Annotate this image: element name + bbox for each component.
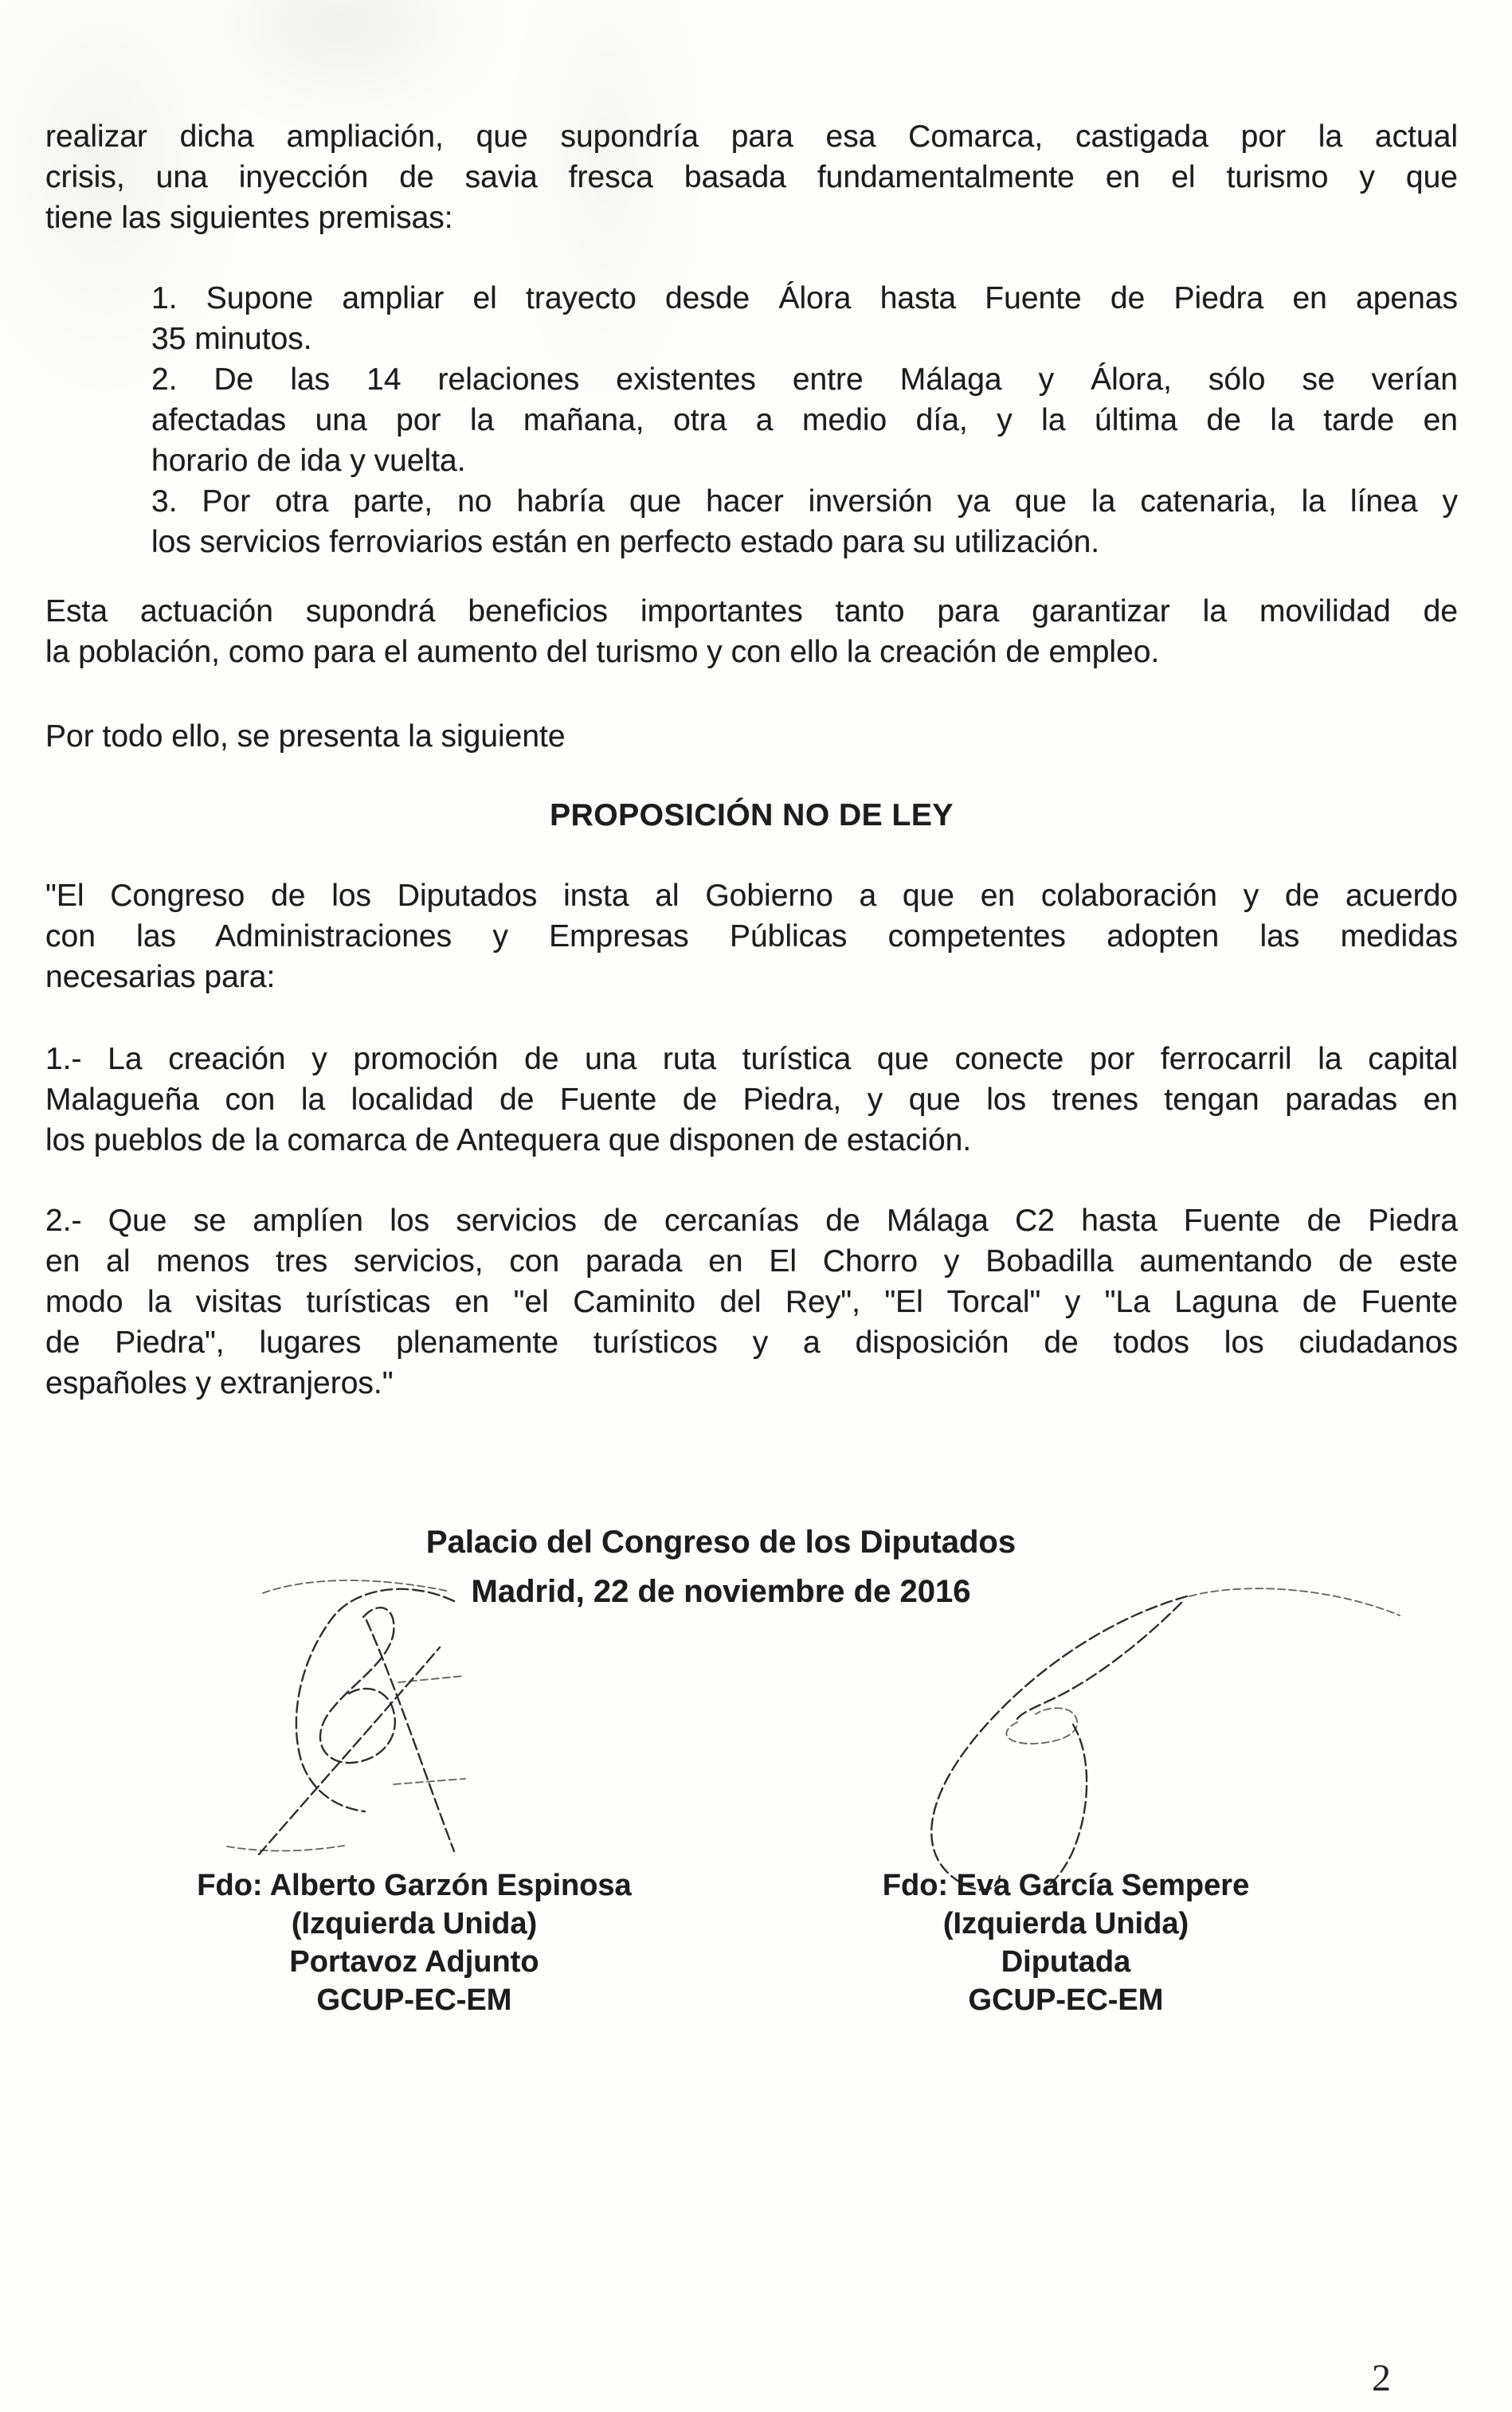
document-heading: PROPOSICIÓN NO DE LEY [550, 798, 954, 832]
paragraph-line: necesarias para: [45, 960, 276, 994]
signatory-name: Fdo: Alberto Garzón Espinosa [197, 1869, 632, 1902]
list-line: afectadas una por la mañana, otra a medio día, y la última de la tarde en [151, 403, 1458, 437]
signature-eva-garcia [880, 1577, 1422, 1904]
signature-alberto-garzon [215, 1571, 478, 1870]
premises-list [151, 278, 1458, 562]
list-line: 35 minutos. [151, 322, 312, 356]
paragraph-resolution [45, 875, 1458, 997]
paragraph-line: "El Congreso de los Diputados insta al Gobierno a que en colaboración y de acuerdo [45, 879, 1458, 913]
point-2 [45, 1200, 1458, 1404]
paragraph-line: en al menos tres servicios, con parada en El Chorro y Bobadilla aumentando de este [45, 1244, 1458, 1278]
signatory-block-right [787, 1866, 1345, 2019]
paragraph-line: la población, como para el aumento del turismo y con ello la creación de empleo. [45, 635, 1160, 669]
paragraph-line: 1.- La creación y promoción de una ruta turística que conecte por ferrocarril la capital [45, 1042, 1458, 1076]
signatory-party: (Izquierda Unida) [942, 1907, 1189, 1940]
paragraph-line: Malagueña con la localidad de Fuente de Piedra, y que los trenes tengan paradas en [45, 1083, 1458, 1117]
signatory-party: (Izquierda Unida) [291, 1907, 538, 1940]
paragraph-line: crisis, una inyección de savia fresca basada fundamentalmente en el turismo y que [45, 160, 1458, 194]
paragraph-leadin [45, 716, 1458, 757]
paragraph-line: tiene las siguientes premisas: [45, 201, 453, 235]
point-1 [45, 1039, 1458, 1161]
paragraph-line: Por todo ello, se presenta la siguiente [45, 719, 566, 754]
list-line: 1. Supone ampliar el trayecto desde Álora hasta Fuente de Piedra en apenas [151, 281, 1458, 315]
closing-line: Madrid, 22 de noviembre de 2016 [471, 1574, 971, 1609]
paragraph-benefits [45, 591, 1458, 672]
paragraph-line: realizar dicha ampliación, que supondría para esa Comarca, castigada por la actual [45, 119, 1458, 154]
list-line: horario de ida y vuelta. [151, 444, 466, 478]
page-number: 2 [1372, 2357, 1391, 2399]
list-line: 3. Por otra parte, no habría que hacer inversión ya que la catenaria, la línea y [151, 484, 1458, 519]
signatory-block-left [135, 1866, 693, 2019]
list-line: 2. De las 14 relaciones existentes entre Málaga y Álora, sólo se verían [151, 362, 1458, 397]
signatory-role: Portavoz Adjunto [289, 1945, 539, 1979]
signatory-group: GCUP-EC-EM [968, 1983, 1164, 2017]
paragraph-line: Esta actuación supondrá beneficios importantes tanto para garantizar la movilidad de [45, 594, 1458, 628]
list-line: los servicios ferroviarios están en perfecto estado para su utilización. [151, 525, 1100, 559]
signatory-group: GCUP-EC-EM [316, 1983, 512, 2017]
signatory-role: Diputada [1001, 1945, 1131, 1979]
signatory-name: Fdo: Eva García Sempere [882, 1869, 1250, 1902]
paragraph-line: con las Administraciones y Empresas Públicas competentes adopten las medidas [45, 919, 1458, 953]
paragraph-line: los pueblos de la comarca de Antequera que disponen de estación. [45, 1123, 972, 1157]
paragraph-line: de Piedra", lugares plenamente turísticos y a disposición de todos los ciudadanos [45, 1325, 1458, 1360]
paragraph-line: 2.- Que se amplíen los servicios de cercanías de Málaga C2 hasta Fuente de Piedra [45, 1204, 1458, 1238]
closing-line: Palacio del Congreso de los Diputados [425, 1525, 1016, 1560]
paragraph-line: españoles y extranjeros." [45, 1366, 394, 1400]
paragraph-intro [45, 116, 1458, 238]
paragraph-line: modo la visitas turísticas en "el Caminito del Rey", "El Torcal" y "La Laguna de Fuente [45, 1285, 1458, 1319]
